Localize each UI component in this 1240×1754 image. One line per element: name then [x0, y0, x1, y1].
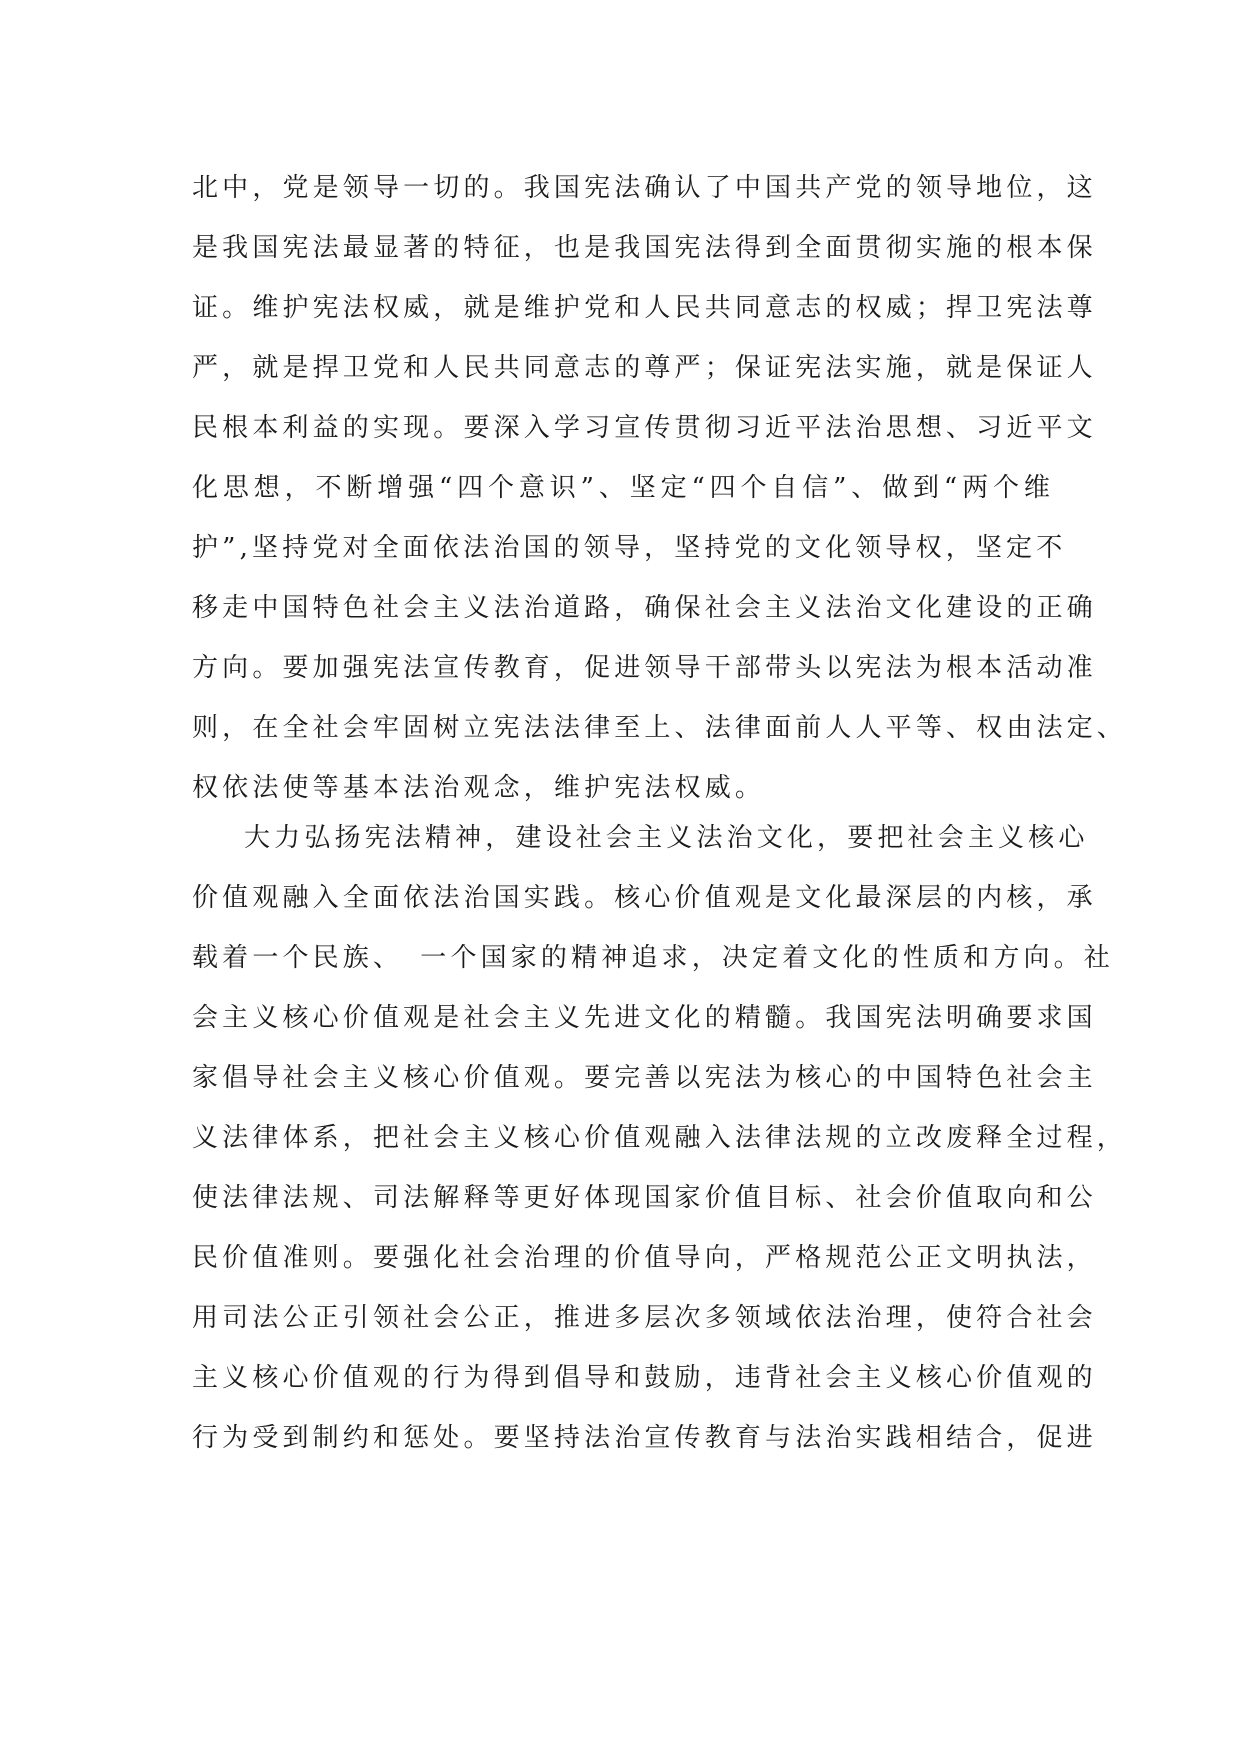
paragraph-line: 化思想，不断增强“四个意识”、坚定“四个自信”、做到“两个维 [192, 473, 1054, 503]
paragraph-line: 使法律法规、司法解释等更好体现国家价值目标、社会价值取向和公 [192, 1183, 1097, 1213]
paragraph-line: 行为受到制约和惩处。要坚持法治宣传教育与法治实践相结合，促进 [192, 1423, 1097, 1453]
paragraph-line: 民价值准则。要强化社会治理的价值导向，严格规范公正文明执法， [192, 1243, 1097, 1273]
paragraph-line: 方向。要加强宪法宣传教育，促进领导干部带头以宪法为根本活动准 [192, 653, 1097, 683]
paragraph-line: 用司法公正引领社会公正，推进多层次多领域依法治理，使符合社会 [192, 1303, 1097, 1333]
paragraph-line: 移走中国特色社会主义法治道路，确保社会主义法治文化建设的正确 [192, 593, 1097, 623]
paragraph-line: 护”,坚持党对全面依法治国的领导，坚持党的文化领导权，坚定不 [192, 533, 1067, 563]
paragraph-line: 权依法使等基本法治观念，维护宪法权威。 [192, 773, 766, 803]
paragraph-line: 义法律体系，把社会主义核心价值观融入法律法规的立改废释全过程， [192, 1123, 1127, 1153]
paragraph-2 [192, 808, 1127, 1468]
paragraph-line: 载着一个民族、 一个国家的精神追求，决定着文化的性质和方向。社 [192, 943, 1114, 973]
paragraph-1 [192, 158, 1127, 818]
paragraph-line: 主义核心价值观的行为得到倡导和鼓励，违背社会主义核心价值观的 [192, 1363, 1097, 1393]
paragraph-line: 家倡导社会主义核心价值观。要完善以宪法为核心的中国特色社会主 [192, 1063, 1097, 1093]
paragraph-line: 价值观融入全面依法治国实践。核心价值观是文化最深层的内核，承 [192, 883, 1097, 913]
paragraph-line: 民根本利益的实现。要深入学习宣传贯彻习近平法治思想、习近平文 [192, 413, 1097, 443]
paragraph-line: 北中，党是领导一切的。我国宪法确认了中国共产党的领导地位，这 [192, 173, 1097, 203]
paragraph-line: 大力弘扬宪法精神，建设社会主义法治文化，要把社会主义核心 [244, 823, 1089, 853]
paragraph-line: 证。维护宪法权威，就是维护党和人民共同意志的权威；捍卫宪法尊 [192, 293, 1097, 323]
paragraph-line: 是我国宪法最显著的特征，也是我国宪法得到全面贯彻实施的根本保 [192, 233, 1097, 263]
paragraph-line: 会主义核心价值观是社会主义先进文化的精髓。我国宪法明确要求国 [192, 1003, 1097, 1033]
paragraph-line: 严，就是捍卫党和人民共同意志的尊严；保证宪法实施，就是保证人 [192, 353, 1097, 383]
paragraph-line: 则，在全社会牢固树立宪法法律至上、法律面前人人平等、权由法定、 [192, 713, 1127, 743]
